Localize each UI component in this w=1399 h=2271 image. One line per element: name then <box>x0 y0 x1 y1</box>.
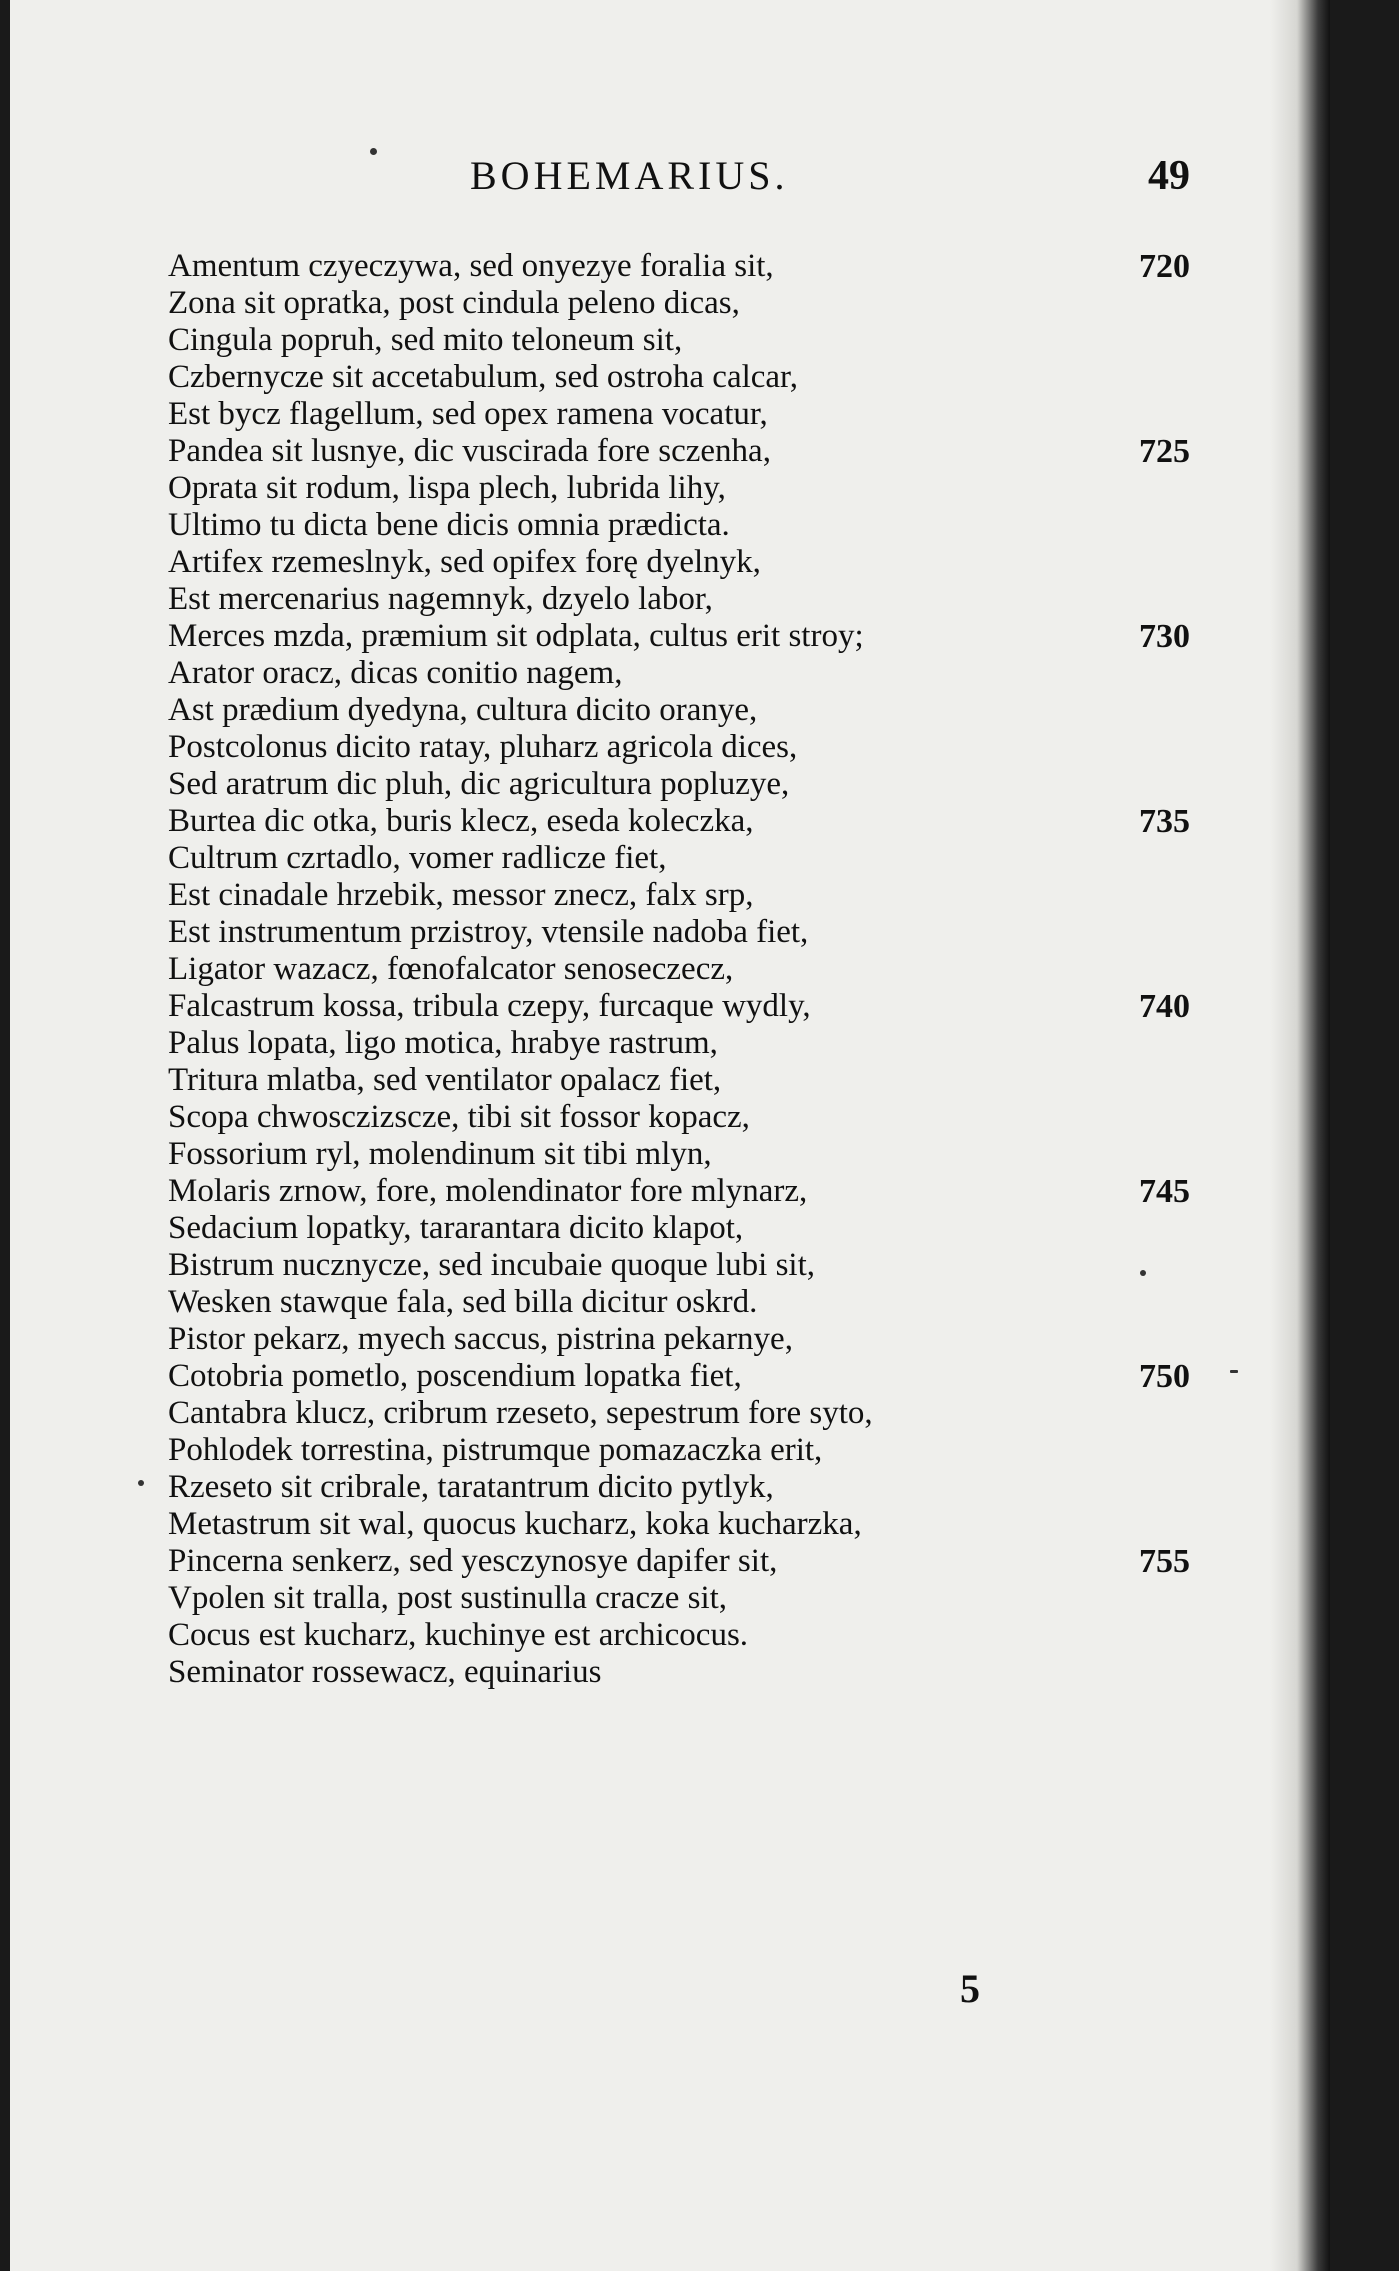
line-number: 720 <box>1139 248 1190 285</box>
verse-line: Bistrum nucznycze, sed incubaie quoque lubi sit, <box>168 1247 816 1283</box>
verse-line: Merces mzda, præmium sit odplata, cultus erit stroy; 730 <box>168 618 1190 655</box>
verse-line: Pincerna senkerz, sed yesczynosye dapifer sit, 755 <box>168 1543 1190 1580</box>
verse-line: Fossorium ryl, molendinum sit tibi mlyn, <box>168 1136 712 1172</box>
verse-line: Czbernycze sit accetabulum, sed ostroha calcar, <box>168 359 798 395</box>
running-title: BOHEMARIUS. <box>470 153 789 198</box>
scan-speck <box>138 1480 144 1486</box>
verse-line: Cotobria pometlo, poscendium lopatka fiet, 750 <box>168 1358 1190 1395</box>
verse-line: Vpolen sit tralla, post sustinulla cracze sit, <box>168 1580 728 1616</box>
signature-mark: 5 <box>960 1966 980 2011</box>
verse-line: Pohlodek torrestina, pistrumque pomazaczka erit, <box>168 1432 823 1468</box>
verse-text-block <box>168 248 1190 1691</box>
scan-speck <box>1230 1370 1238 1373</box>
verse-line: Cultrum czrtadlo, vomer radlicze fiet, <box>168 840 667 876</box>
verse-line: Ast prædium dyedyna, cultura dicito oranye, <box>168 692 758 728</box>
verse-line: Zona sit opratka, post cindula peleno dicas, <box>168 285 740 321</box>
page-number: 49 <box>1148 153 1190 199</box>
scan-speck <box>1140 1270 1146 1276</box>
verse-line: Wesken stawque fala, sed billa dicitur oskrd. <box>168 1284 758 1320</box>
verse-line: Sed aratrum dic pluh, dic agricultura popluzye, <box>168 766 790 802</box>
scan-speck <box>370 148 377 155</box>
verse-line: Tritura mlatba, sed ventilator opalacz fiet, <box>168 1062 722 1098</box>
verse-line: Pistor pekarz, myech saccus, pistrina pekarnye, <box>168 1321 793 1357</box>
line-number: 740 <box>1139 988 1190 1025</box>
verse-line: Sedacium lopatky, tararantara dicito klapot, <box>168 1210 744 1246</box>
verse-line: Metastrum sit wal, quocus kucharz, koka kucharzka, <box>168 1506 862 1542</box>
verse-line: Est mercenarius nagemnyk, dzyelo labor, <box>168 581 713 617</box>
line-number: 745 <box>1139 1173 1190 1210</box>
verse-line: Oprata sit rodum, lispa plech, lubrida lihy, <box>168 470 726 506</box>
line-number: 750 <box>1139 1358 1190 1395</box>
line-number: 730 <box>1139 618 1190 655</box>
book-page <box>10 0 1330 2271</box>
verse-line: Ligator wazacz, fœnofalcator senoseczecz, <box>168 951 734 987</box>
verse-line: Est instrumentum przistroy, vtensile nadoba fiet, <box>168 914 809 950</box>
verse-line: Est bycz flagellum, sed opex ramena vocatur, <box>168 396 768 432</box>
verse-line: Pandea sit lusnye, dic vuscirada fore sczenha, 725 <box>168 433 1190 470</box>
page-header <box>170 152 1190 212</box>
book-spine-shadow <box>1270 0 1330 2271</box>
verse-line: Arator oracz, dicas conitio nagem, <box>168 655 623 691</box>
verse-line: Rzeseto sit cribrale, taratantrum dicito pytlyk, <box>168 1469 774 1505</box>
verse-line: Scopa chwosczizscze, tibi sit fossor kopacz, <box>168 1099 750 1135</box>
verse-line: Cingula popruh, sed mito teloneum sit, <box>168 322 683 358</box>
verse-line: Postcolonus dicito ratay, pluharz agricola dices, <box>168 729 798 765</box>
verse-line: Ultimo tu dicta bene dicis omnia prædicta. <box>168 507 730 543</box>
verse-line: Seminator rossewacz, equinarius <box>168 1654 602 1690</box>
line-number: 735 <box>1139 803 1190 840</box>
verse-line: Artifex rzemeslnyk, sed opifex forę dyelnyk, <box>168 544 761 580</box>
verse-line: Palus lopata, ligo motica, hrabye rastrum, <box>168 1025 718 1061</box>
line-number: 725 <box>1139 433 1190 470</box>
line-number: 755 <box>1139 1543 1190 1580</box>
verse-line: Amentum czyeczywa, sed onyezye foralia sit, 720 <box>168 248 1190 285</box>
verse-line: Cocus est kucharz, kuchinye est archicocus. <box>168 1617 749 1653</box>
verse-line: Est cinadale hrzebik, messor znecz, falx srp, <box>168 877 754 913</box>
verse-line: Cantabra klucz, cribrum rzeseto, sepestrum fore syto, <box>168 1395 873 1431</box>
verse-line: Burtea dic otka, buris klecz, eseda koleczka, 735 <box>168 803 1190 840</box>
verse-line: Falcastrum kossa, tribula czepy, furcaque wydly, 740 <box>168 988 1190 1025</box>
verse-line: Molaris zrnow, fore, molendinator fore mlynarz, 745 <box>168 1173 1190 1210</box>
